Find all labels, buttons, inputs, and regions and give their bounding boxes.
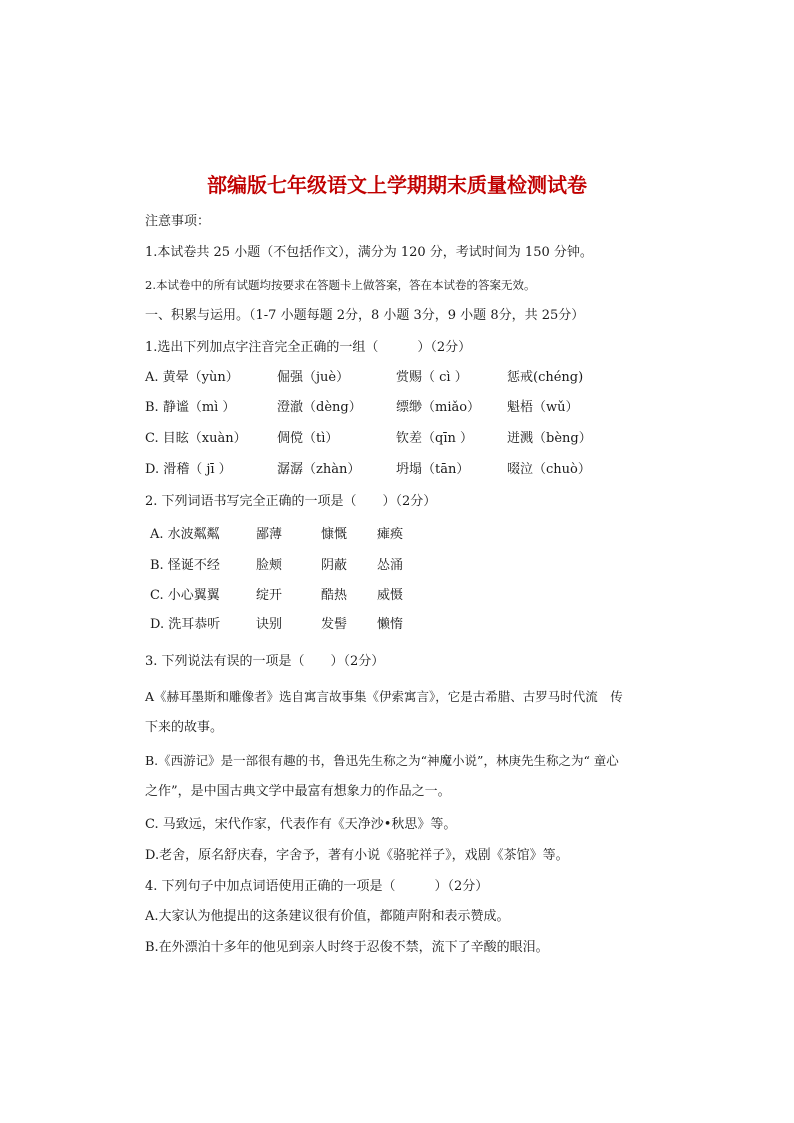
q1-a-item-1: A. 黄晕（yùn） xyxy=(145,370,239,385)
q1-d-item-1: D. 滑稽（ jī ） xyxy=(145,462,232,477)
q1-a-item-2: 倔强（juè） xyxy=(277,370,350,385)
q2-c-item-4: 威慑 xyxy=(377,588,404,603)
q1-c-item-2: 倜傥（tì） xyxy=(277,431,339,446)
q3-option-c: C. 马致远，宋代作家，代表作有《天净沙•秋思》等。 xyxy=(145,817,457,832)
q2-d-item-3: 发髻 xyxy=(321,617,348,632)
q3-option-a-line-2: 下来的故事。 xyxy=(145,720,224,735)
q2-a-item-4: 瘫痪 xyxy=(377,527,404,542)
page-title: 部编版七年级语文上学期期末质量检测试卷 xyxy=(207,173,587,197)
notice-header: 注意事项： xyxy=(145,214,211,229)
q2-d-item-2: 诀别 xyxy=(256,617,283,632)
q3-option-a-line-1: A《赫耳墨斯和雕像者》选自寓言故事集《伊索寓言》，它是古希腊、古罗马时代流 传 xyxy=(145,689,623,704)
section-1-heading: 一、积累与运用。（1-7 小题每题 2分，8 小题 3分，9 小题 8分，共 25分） xyxy=(145,308,585,323)
q1-d-item-2: 潺潺（zhàn） xyxy=(277,462,361,477)
q2-c-item-2: 绽开 xyxy=(256,588,283,603)
q2-b-item-4: 怂涌 xyxy=(377,558,404,573)
q1-c-item-3: 钦差（qīn ） xyxy=(396,431,473,446)
q3-option-b-line-1: B.《西游记》是一部很有趣的书，鲁迅先生称之为“神魔小说”，林庚先生称之为“ 童心 xyxy=(145,753,619,768)
q2-c-item-1: C. 小心翼翼 xyxy=(150,588,220,603)
q3-option-b-line-2: 之作”，是中国古典文学中最富有想象力的作品之一。 xyxy=(145,784,451,799)
q4-option-a: A.大家认为他提出的这条建议很有价值，都随声附和表示赞成。 xyxy=(145,909,510,924)
q2-d-item-1: D. 洗耳恭听 xyxy=(150,617,221,632)
q2-a-item-1: A. 水波粼粼 xyxy=(150,527,220,542)
q1-b-item-2: 澄澈（dèng） xyxy=(277,400,362,415)
q2-a-item-3: 慷慨 xyxy=(321,527,348,542)
q1-d-item-3: 坍塌（tān） xyxy=(396,462,470,477)
q4-option-b: B.在外漂泊十多年的他见到亲人时终于忍俊不禁，流下了辛酸的眼泪。 xyxy=(145,940,549,955)
q2-stem: 2. 下列词语书写完全正确的一项是（ ）（2分） xyxy=(145,494,437,509)
q2-d-item-4: 懒惰 xyxy=(377,617,404,632)
q1-c-item-4: 迸溅（bèng） xyxy=(507,431,592,446)
q1-stem: 1.选出下列加点字注音完全正确的一组（ ）（2分） xyxy=(145,340,472,355)
notice-1: 1.本试卷共 25 小题（不包括作文），满分为 120 分，考试时间为 150 分钟。 xyxy=(145,245,593,260)
q1-a-item-3: 赏赐（ cì ） xyxy=(396,370,468,385)
q1-b-item-1: B. 静谧（mì ） xyxy=(145,400,236,415)
q1-d-item-4: 啜泣（chuò） xyxy=(507,462,591,477)
q3-stem: 3. 下列说法有误的一项是（ ）（2分） xyxy=(145,654,385,669)
q2-b-item-1: B. 怪诞不经 xyxy=(150,558,220,573)
q1-b-item-4: 魁梧（wǔ） xyxy=(507,400,579,415)
q3-option-d: D.老舍，原名舒庆春，字舍予，著有小说《骆驼祥子》，戏剧《茶馆》等。 xyxy=(145,848,569,863)
q2-b-item-2: 脸颊 xyxy=(256,558,283,573)
q2-b-item-3: 阴蔽 xyxy=(321,558,348,573)
q2-a-item-2: 鄙薄 xyxy=(256,527,283,542)
q1-b-item-3: 缥缈（miǎo） xyxy=(396,400,481,415)
notice-2: 2.本试卷中的所有试题均按要求在答题卡上做答案，答在本试卷的答案无效。 xyxy=(145,278,536,292)
q1-c-item-1: C. 目眩（xuàn） xyxy=(145,431,247,446)
q4-stem: 4. 下列句子中加点词语使用正确的一项是（ ）（2分） xyxy=(145,879,489,894)
q1-a-item-4: 惩戒(chéng) xyxy=(507,370,584,385)
q2-c-item-3: 酷热 xyxy=(321,588,348,603)
